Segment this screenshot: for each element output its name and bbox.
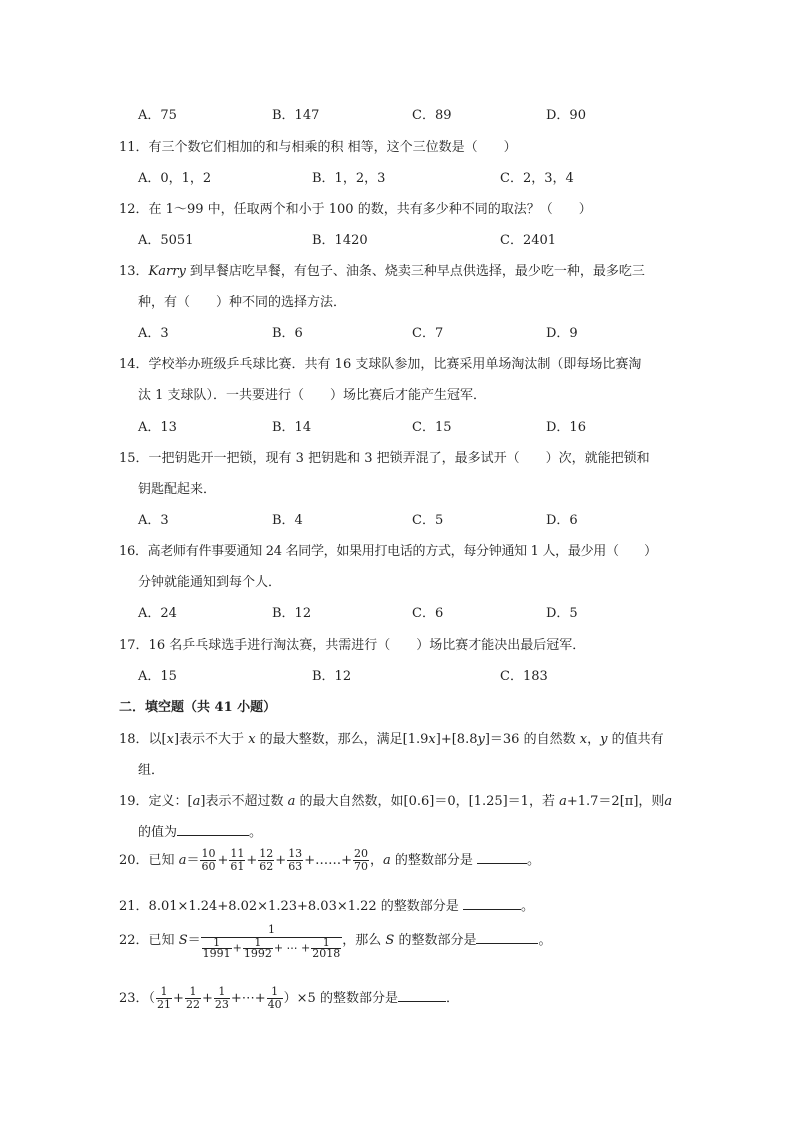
section-title: 二．填空题（共 41 小题） <box>119 700 277 715</box>
q11-option-a: A．0，1，2 <box>138 171 212 186</box>
q10-option-c: C．89 <box>412 108 452 123</box>
q22-answer-blank[interactable] <box>476 931 538 944</box>
q20-line: 20．已知 a＝ $\frac{10}{60}$ + $\frac{11}{61}$ + $\frac{12}{62}$ + $\frac{13}{63}$ +……+ $\frac{20}{70}$ ，a 的整数部分是 。 <box>119 847 541 873</box>
q13-option-b: B．6 <box>272 326 303 341</box>
q14-option-d: D．16 <box>546 420 586 435</box>
q20-frac-3: $\frac{12}{62}$ <box>259 847 274 873</box>
q12-text: 12．在 1～99 中，任取两个和小于 100 的数，共有多少种不同的取法？（ ） <box>119 202 592 217</box>
q17-option-b: B．12 <box>312 669 352 684</box>
q20-frac-1: $\frac{10}{60}$ <box>201 847 216 873</box>
q11-option-c: C．2，3，4 <box>500 171 574 186</box>
q22-line: 22．已知 S＝ 1 $\frac{1}{1991}$ + $\frac{1}{1992}$ + ⋯ + $\frac{1}{2018}$ ，那么 S 的整数部分是 。 <box>119 923 552 960</box>
q14-line2: 汰 1 支球队）．一共要进行（ ）场比赛后才能产生冠军． <box>138 388 487 403</box>
q12-option-b: B．1420 <box>312 233 368 248</box>
q15-option-a: A．3 <box>138 513 169 528</box>
q21-line: 21．8.01×1.24+8.02×1.23+8.03×1.22 的整数部分是 。 <box>119 899 534 914</box>
q20-frac-2: $\frac{11}{61}$ <box>230 847 245 873</box>
q15-option-b: B．4 <box>272 513 303 528</box>
q13-option-d: D．9 <box>546 326 578 341</box>
q16-option-d: D．5 <box>546 606 578 621</box>
q19-line2: 的值为 。 <box>138 825 263 840</box>
q15-option-c: C．5 <box>412 513 444 528</box>
q19-line1: 19．定义：[a]表示不超过数 a 的最大自然数，如[0.6]＝0，[1.25]＝1，若 a+1.7＝2[π]，则a <box>119 794 673 809</box>
q23-frac-2: $\frac{1}{22}$ <box>185 985 200 1011</box>
q11-option-b: B．1，2，3 <box>312 171 386 186</box>
q14-line1: 14．学校举办班级乒乓球比赛．共有 16 支球队参加，比赛采用单场淘汰制（即每场比赛淘 <box>119 357 642 372</box>
q18-line2: 组． <box>138 763 165 778</box>
q15-line1: 15．一把钥匙开一把锁，现有 3 把钥匙和 3 把锁弄混了，最多试开（ ）次，就能把锁和 <box>119 451 650 466</box>
q10-option-b: B．147 <box>272 108 320 123</box>
q23-line: 23．（ $\frac{1}{21}$ + $\frac{1}{22}$ + $\frac{1}{23}$ +⋯+ $\frac{1}{40}$ ）×5 的整数部分是 ． <box>119 985 459 1011</box>
q13-option-a: A．3 <box>138 326 169 341</box>
q17-option-a: A．15 <box>138 669 177 684</box>
q17-text: 17．16 名乒乓球选手进行淘汰赛，共需进行（ ）场比赛才能决出最后冠军． <box>119 638 586 653</box>
q15-option-d: D．6 <box>546 513 578 528</box>
q20-frac-4: $\frac{13}{63}$ <box>288 847 303 873</box>
q11-text: 11．有三个数它们相加的和与相乘的积 相等，这个三位数是（ ） <box>119 140 517 155</box>
q10-option-a: A．75 <box>138 108 177 123</box>
q23-answer-blank[interactable] <box>398 989 446 1002</box>
q14-option-c: C．15 <box>412 420 452 435</box>
q14-option-b: B．14 <box>272 420 312 435</box>
q16-option-a: A．24 <box>138 606 177 621</box>
q13-line2: 种，有（ ）种不同的选择方法． <box>138 295 347 310</box>
q13-line1: 13．Karry 到早餐店吃早餐，有包子、油条、烧卖三种早点供选择，最少吃一种，最多吃三 <box>119 264 645 279</box>
q23-frac-1: $\frac{1}{21}$ <box>157 985 172 1011</box>
q20-frac-last: $\frac{20}{70}$ <box>353 847 368 873</box>
q20-answer-blank[interactable] <box>477 851 527 864</box>
q19-answer-blank[interactable] <box>177 823 249 836</box>
q13-option-c: C．7 <box>412 326 444 341</box>
q14-option-a: A．13 <box>138 420 177 435</box>
q22-compound-frac: 1 $\frac{1}{1991}$ + $\frac{1}{1992}$ + ⋯ + $\frac{1}{2018}$ <box>202 923 341 960</box>
q12-option-c: C．2401 <box>500 233 557 248</box>
q16-option-b: B．12 <box>272 606 312 621</box>
q15-line2: 钥匙配起来． <box>138 482 217 497</box>
q16-option-c: C．6 <box>412 606 444 621</box>
q13-name: Karry <box>148 264 186 279</box>
q17-option-c: C．183 <box>500 669 548 684</box>
q10-option-d: D．90 <box>546 108 586 123</box>
q23-frac-last: $\frac{1}{40}$ <box>267 985 282 1011</box>
q18-line1: 18．以[x]表示不大于 x 的最大整数，那么，满足[1.9x]+[8.8y]＝36 的自然数 x，y 的值共有 <box>119 732 664 747</box>
q16-line1: 16．高老师有件事要通知 24 名同学，如果用打电话的方式，每分钟通知 1 人，最少用（ ） <box>119 544 657 559</box>
q23-frac-3: $\frac{1}{23}$ <box>214 985 229 1011</box>
q12-option-a: A．5051 <box>138 233 194 248</box>
q16-line2: 分钟就能通知到每个人． <box>138 575 282 590</box>
q21-answer-blank[interactable] <box>463 897 521 910</box>
